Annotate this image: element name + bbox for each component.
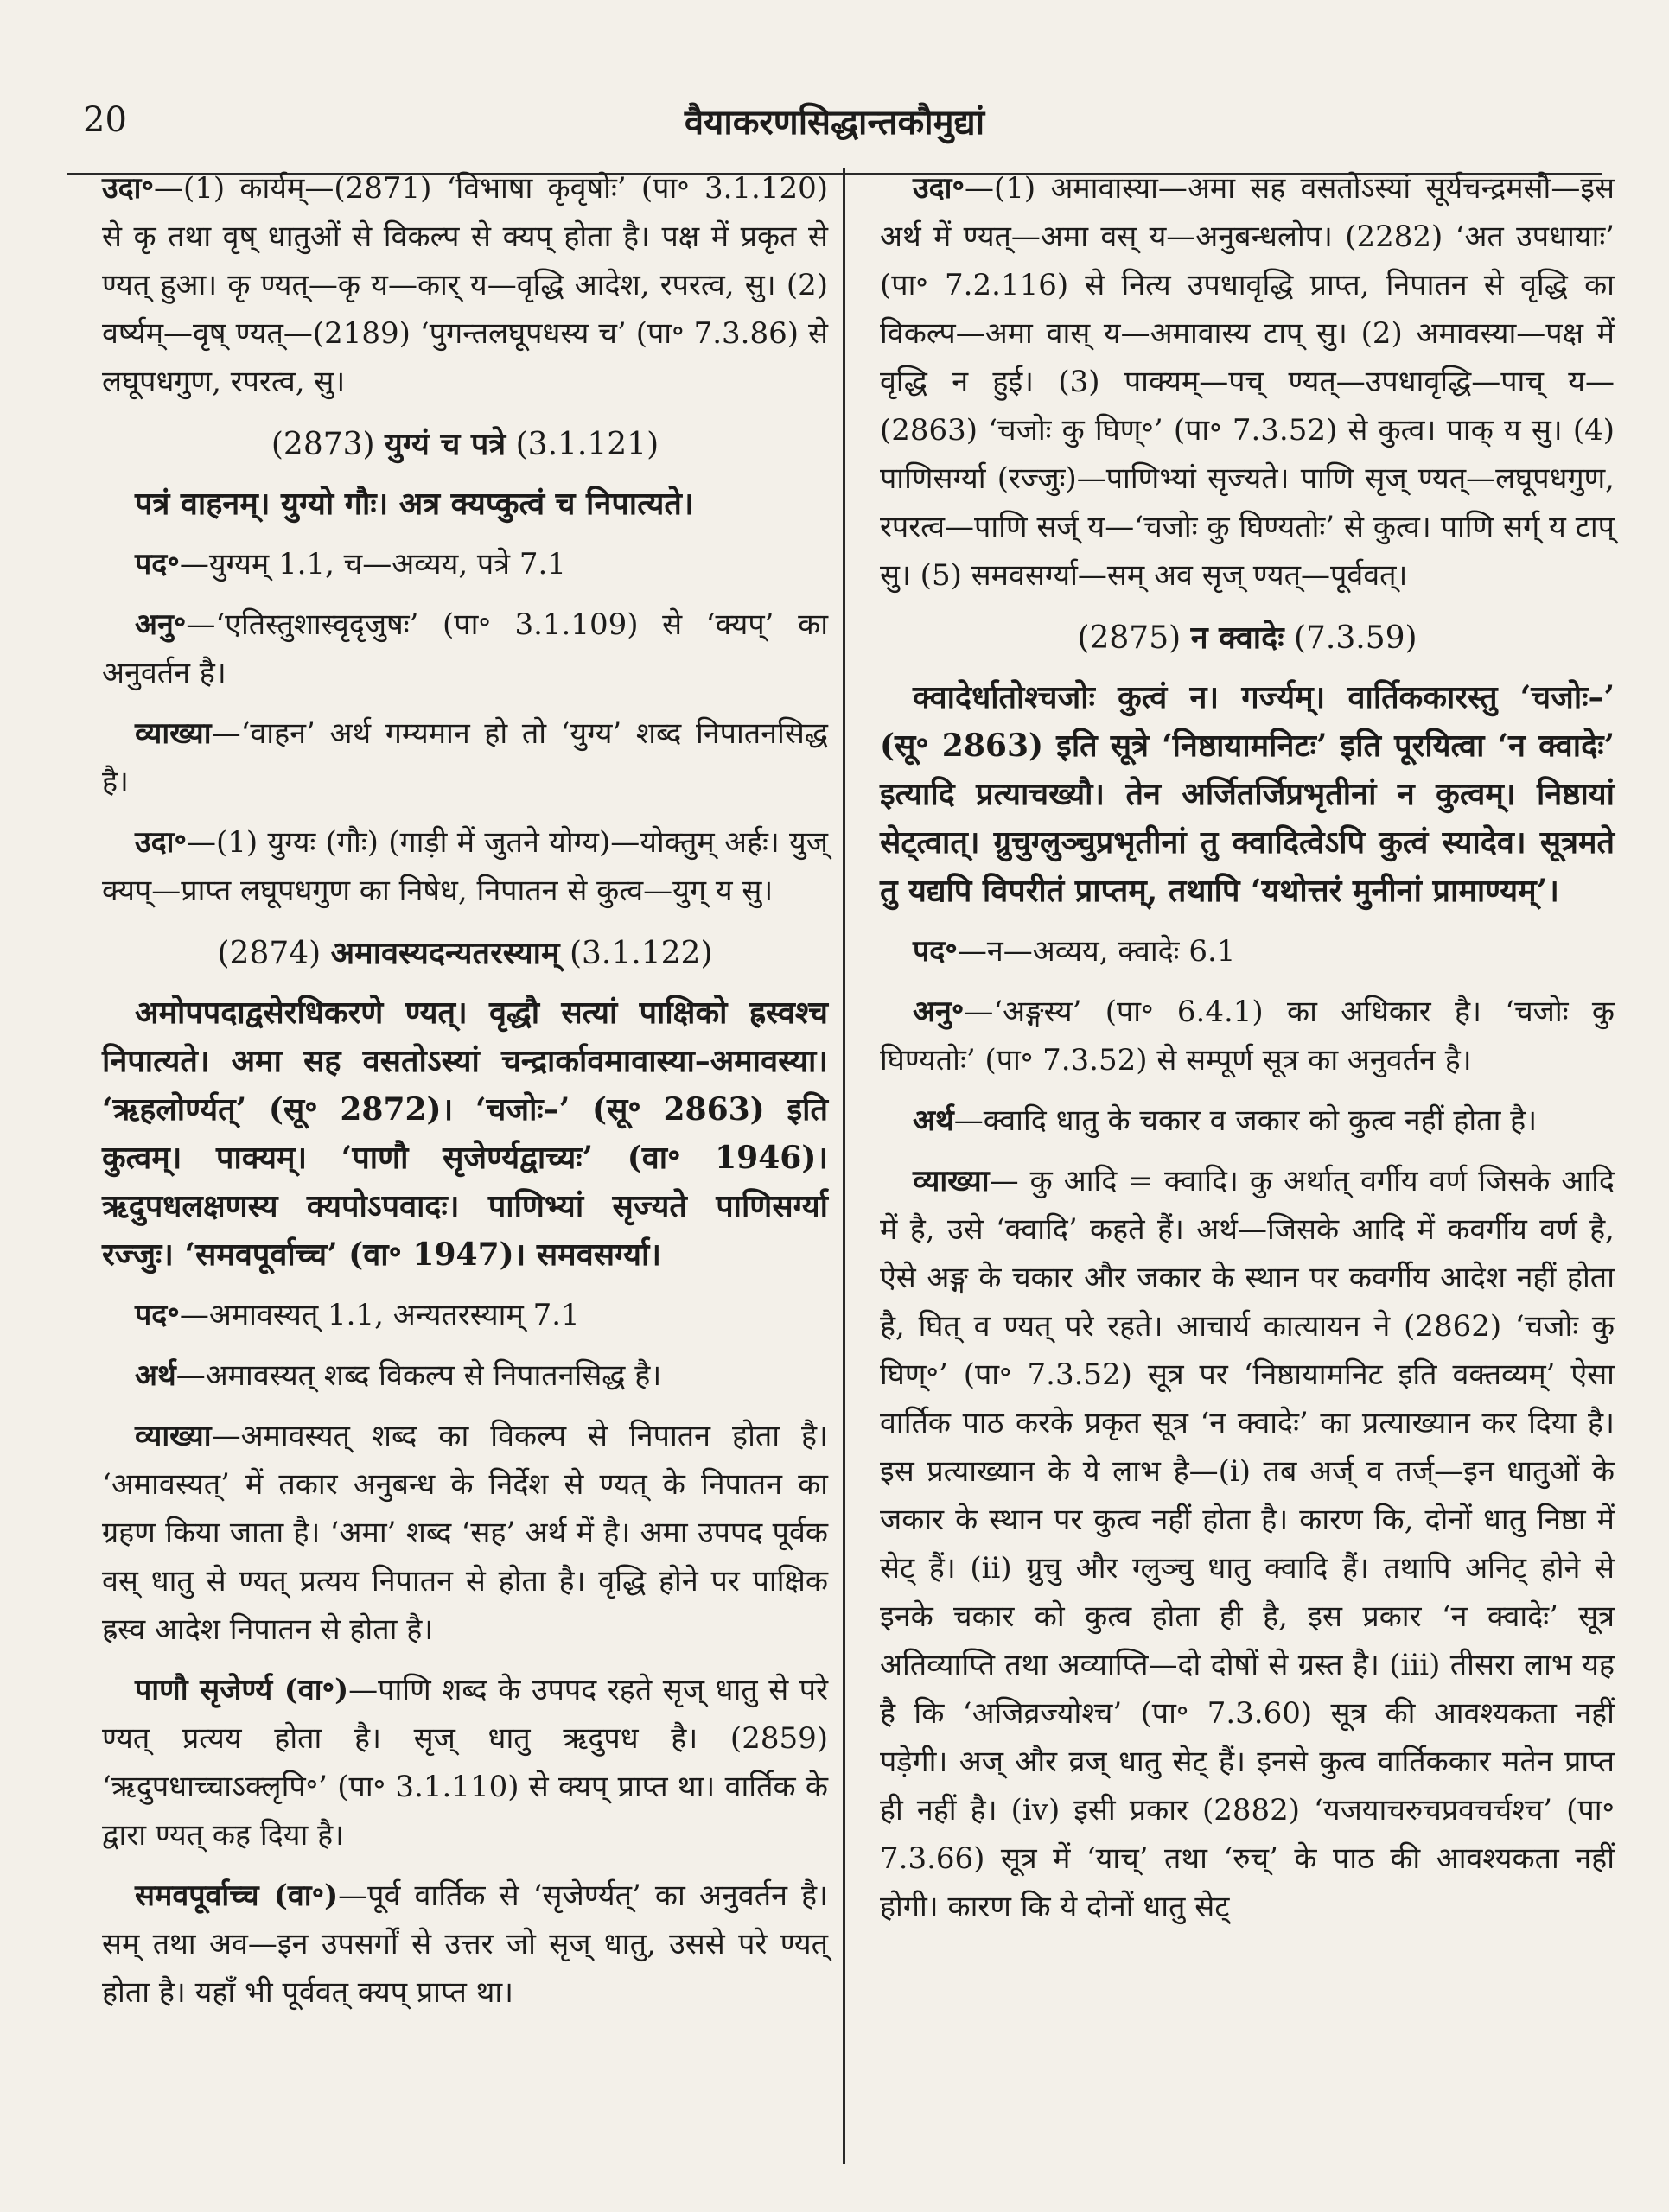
- sutra-reference: (3.1.121): [515, 427, 659, 462]
- sutra-number: (2875): [1077, 620, 1182, 656]
- paragraph-text: —(1) अमावास्या—अमा सह वसतोऽस्यां सूर्यचन्द्रमसौ—इस अर्थ में ण्यत्—अमा वस् य—अनुबन्धलोप। (2282) ‘अत उपधायाः’ (पा॰ 7.2.116) से नित्य उपधावृद्धि प्राप्त, निपातन से वृद्धि का विकल्प—अमा वास् य—अमावास्य टाप् सु। (2) अमावस्या—पक्ष में वृद्धि न हुई। (3) पाक्यम्—पच् ण्यत्—उपधावृद्धि—पाच् य—(2863) ‘चजोः कु घिण्॰’ (पा॰ 7.3.52) से कुत्व। पाक् य सु। (4) पाणिसर्ग्या (रज्जुः)—पाणिभ्यां सृज्यते। पाणि सृज् ण्यत्—लघूपधगुण, रपरत्व—पाणि सर्ज् य—‘चजोः कु घिण्यतोः’ से कुत्व। पाणि सर्ग् य टाप् सु। (5) समवसर्ग्या—सम् अव सृज् ण्यत्—पूर्ववत्।: [880, 171, 1615, 593]
- example-paragraph: [880, 164, 1615, 600]
- label: उदा॰: [102, 171, 154, 206]
- paragraph-text: —‘अङ्गस्य’ (पा॰ 6.4.1) का अधिकार है। ‘चजोः कु घिण्यतोः’ (पा॰ 7.3.52) से सम्पूर्ण सूत्र का अनुवर्तन है।: [880, 995, 1615, 1077]
- sanskrit-commentary: क्वादेर्धातोश्चजोः कुत्वं न। गर्ज्यम्। वार्तिककारस्तु ‘चजोः–’ (सू॰ 2863) इति सूत्रे ‘निष्ठायामनिटः’ इति पूरयित्वा ‘न क्वादेः’ इत्यादि प्रत्याचख्यौ। तेन अर्जितर्जिप्रभृतीनां न कुत्वम्। निष्ठायां सेट्त्वात्। ग्रुचुग्लुञ्चुप्रभृतीनां तु क्वादित्वेऽपि कुत्वं स्यादेव। सूत्रमते तु यद्यपि विपरीतं प्राप्तम्, तथापि ‘यथोत्तरं मुनीनां प्रामाण्यम्’।: [880, 679, 1615, 909]
- sutra-heading-2873: [102, 420, 828, 469]
- label: पद॰: [913, 934, 958, 969]
- paragraph-text: —‘एतिस्तुशास्वृदृजुषः’ (पा॰ 3.1.109) से ‘क्यप्’ का अनुवर्तन है।: [102, 607, 828, 690]
- paragraph-text: —अमावस्यत् 1.1, अन्यतरस्याम् 7.1: [179, 1298, 580, 1332]
- paragraph-text: —(1) युग्यः (गौः) (गाड़ी में जुतने योग्य)—योक्तुम् अर्हः। युज् क्यप्—प्राप्त लघूपधगुण का निषेध, निपातन से कुत्व—युग् य सु।: [102, 825, 828, 908]
- sanskrit-commentary: पत्रं वाहनम्। युग्यो गौः। अत्र क्यप्कुत्वं च निपात्यते।: [135, 486, 694, 522]
- sutra-name: युग्यं च पत्रे: [385, 426, 506, 462]
- sutra-name: न क्वादेः: [1190, 620, 1284, 656]
- anuvritti-paragraph: [102, 601, 828, 697]
- label: अर्थ: [913, 1103, 954, 1138]
- left-column: [102, 164, 828, 2029]
- right-column: [880, 164, 1615, 1943]
- column-divider: [843, 168, 845, 2164]
- label: पाणौ सृजेर्ण्य (वा॰): [135, 1673, 349, 1707]
- paragraph-text: —युग्यम् 1.1, च—अव्यय, पत्रे 7.1: [179, 547, 566, 582]
- paragraph-text: —पूर्व वार्तिक से ‘सृजेर्ण्यत्’ का अनुवर्तन है। सम् तथा अव—इन उपसर्गों से उत्तर जो सृज् धातु, उससे परे ण्यत् होता है। यहाँ भी पूर्ववत् क्यप् प्राप्त था।: [102, 1878, 828, 2010]
- paragraph-text: —अमावस्यत् शब्द विकल्प से निपातनसिद्ध है।: [175, 1358, 662, 1393]
- explanation-paragraph: [880, 1157, 1615, 1931]
- sutra-number: (2873): [271, 427, 375, 462]
- sutra-heading-2875: [880, 613, 1615, 663]
- meaning-paragraph: [880, 1096, 1615, 1145]
- paragraph-text: —न—अव्यय, क्वादेः 6.1: [957, 934, 1236, 969]
- paragraph-text: —(1) कार्यम्—(2871) ‘विभाषा कृवृषोः’ (पा॰ 3.1.120) से कृ तथा वृष् धातुओं से विकल्प से क्यप् होता है। पक्ष में प्रकृत से ण्यत् हुआ। कृ ण्यत्—कृ य—कार् य—वृद्धि आदेश, रपरत्व, सु। (2) वर्ष्यम्—वृष् ण्यत्—(2189) ‘पुगन्तलघूपधस्य च’ (पा॰ 7.3.86) से लघूपधगुण, रपरत्व, सु।: [102, 171, 828, 399]
- explanation-paragraph: [102, 709, 828, 806]
- paragraph-text: —पाणि शब्द के उपपद रहते सृज् धातु से परे ण्यत् प्रत्यय होता है। सृज् धातु ऋदुपध है। (2859) ‘ऋदुपधाच्चाऽक्लृपि॰’ (पा॰ 3.1.110) से क्यप् प्राप्त था। वार्तिक के द्वारा ण्यत् कह दिया है।: [102, 1673, 828, 1853]
- label: पद॰: [135, 547, 180, 582]
- label: पद॰: [135, 1298, 180, 1332]
- page-number: 20: [83, 100, 127, 140]
- label: अनु॰: [135, 607, 187, 642]
- sanskrit-commentary: अमोपपदाद्वसेरधिकरणे ण्यत्। वृद्धौ सत्यां पाक्षिको ह्रस्वश्च निपात्यते। अमा सह वसतोऽस्यां चन्द्रार्कावमावास्या–अमावस्या। ‘ऋहलोर्ण्यत्’ (सू॰ 2872)। ‘चजोः–’ (सू॰ 2863) इति कुत्वम्। पाक्यम्। ‘पाणौ सृजेर्ण्यद्वाच्यः’ (वा॰ 1946)। ऋदुपधलक्षणस्य क्यपोऽपवादः। पाणिभ्यां सृज्यते पाणिसर्ग्या रज्जुः। ‘समवपूर्वाच्च’ (वा॰ 1947)। समवसर्ग्या।: [102, 995, 828, 1273]
- vartika-paragraph: [102, 1872, 828, 2017]
- label: अर्थ: [135, 1358, 176, 1393]
- anuvritti-paragraph: [880, 988, 1615, 1084]
- pada-paragraph: [880, 927, 1615, 976]
- sutra-heading-2874: [102, 929, 828, 978]
- pada-paragraph: [102, 1291, 828, 1339]
- paragraph-text: — कु आदि = क्वादि। कु अर्थात् वर्गीय वर्ण जिसके आदि में है, उसे ‘क्वादि’ कहते हैं। अर्थ—जिसके आदि में कवर्गीय वर्ण है, ऐसे अङ्ग के चकार और जकार के स्थान पर कवर्गीय आदेश नहीं होता है, घित् व ण्यत् परे रहते। आचार्य कात्यायन ने (2862) ‘चजोः कु घिण्॰’ (पा॰ 7.3.52) सूत्र पर ‘निष्ठायामनिट इति वक्तव्यम्’ ऐसा वार्तिक पाठ करके प्रकृत सूत्र ‘न क्वादेः’ का प्रत्याख्यान कर दिया है। इस प्रत्याख्यान के ये लाभ है—(i) तब अर्ज् व तर्ज्—इन धातुओं के जकार के स्थान पर कुत्व नहीं होता है। कारण कि, दोनों धातु निष्ठा में सेट् हैं। (ii) ग्रुचु और ग्लुञ्चु धातु क्वादि हैं। तथापि अनिट् होने से इनके चकार को कुत्व होता ही है, इस प्रकार ‘न क्वादेः’ सूत्र अतिव्याप्ति तथा अव्याप्ति—दो दोषों से ग्रस्त है। (iii) तीसरा लाभ यह है कि ‘अजिव्रज्योश्च’ (पा॰ 7.3.60) सूत्र की आवश्यकता नहीं पड़ेगी। अज् और व्रज् धातु सेट् हैं। इनसे कुत्व वार्तिककार मतेन प्राप्त ही नहीं है। (iv) इसी प्रकार (2882) ‘यजयाचरुचप्रवचर्चश्च’ (पा॰ 7.3.66) सूत्र में ‘याच्’ तथा ‘रुच्’ के पाठ की आवश्यकता नहीं होगी। कारण कि ये दोनों धातु सेट्: [880, 1164, 1615, 1924]
- label: उदा॰: [913, 171, 965, 206]
- paragraph-text: —‘वाहन’ अर्थ गम्यमान हो तो ‘युग्य’ शब्द निपातनसिद्ध है।: [102, 716, 828, 799]
- label: व्याख्या: [135, 1419, 212, 1453]
- label: व्याख्या: [913, 1164, 990, 1198]
- paragraph-text: —क्वादि धातु के चकार व जकार को कुत्व नहीं होता है।: [953, 1103, 1538, 1138]
- sutra-name: अमावस्यदन्यतरस्याम्: [330, 935, 560, 971]
- example-paragraph: [102, 164, 828, 406]
- pada-paragraph: [102, 540, 828, 588]
- paragraph-text: —अमावस्यत् शब्द का विकल्प से निपातन होता है। ‘अमावस्यत्’ में तकार अनुबन्ध के निर्देश से ण्यत् के निपातन का ग्रहण किया जाता है। ‘अमा’ शब्द ‘सह’ अर्थ में है। अमा उपपद पूर्वक वस् धातु से ण्यत् प्रत्यय निपातन से होता है। वृद्धि होने पर पाक्षिक ह्रस्व आदेश निपातन से होता है।: [102, 1419, 828, 1647]
- explanation-paragraph: [102, 1412, 828, 1654]
- label: उदा॰: [135, 825, 187, 860]
- label: व्याख्या: [135, 716, 212, 751]
- meaning-paragraph: [102, 1351, 828, 1400]
- sutra-reference: (7.3.59): [1293, 620, 1417, 656]
- page-header: [67, 60, 1602, 175]
- vartika-paragraph: [102, 1666, 828, 1859]
- sutra-number: (2874): [217, 936, 322, 971]
- label: अनु॰: [913, 995, 965, 1029]
- label: समवपूर्वाच्च (वा॰): [135, 1878, 339, 1913]
- example-paragraph: [102, 818, 828, 915]
- running-title: वैयाकरणसिद्धान्तकौमुद्यां: [684, 102, 985, 143]
- sutra-reference: (3.1.122): [569, 936, 713, 971]
